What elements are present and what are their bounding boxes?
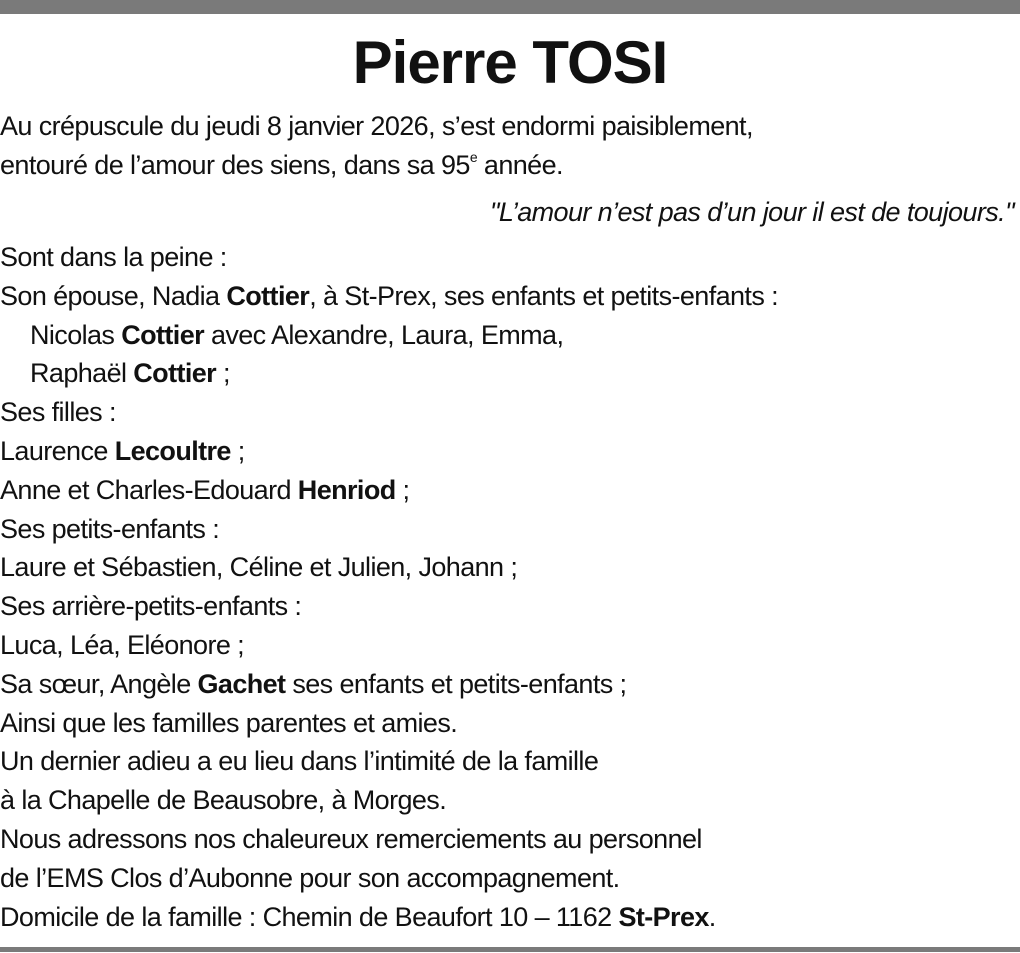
- intro-paragraph: [0, 107, 1020, 185]
- grandchildren-heading: Ses petits-enfants :: [0, 513, 220, 544]
- top-rule: [0, 0, 1020, 14]
- intro-line-1: Au crépuscule du jeudi 8 janvier 2026, s’est endormi paisiblement,: [0, 111, 753, 141]
- laurence-post: ;: [230, 435, 245, 466]
- epigraph-quote: "L’amour n’est pas d’un jour il est de toujours.": [489, 197, 1014, 227]
- nicolas-post: avec Alexandre, Laura, Emma,: [204, 319, 564, 350]
- raphael-pre: Raphaël: [30, 358, 134, 389]
- nicolas-surname: Cottier: [121, 319, 205, 350]
- anne-pre: Anne et Charles-Edouard: [0, 474, 298, 505]
- laurence-surname: Lecoultre: [114, 435, 231, 466]
- raphael-post: ;: [216, 358, 230, 389]
- bottom-rule: [0, 947, 1020, 952]
- spouse-surname: Cottier: [226, 280, 310, 311]
- farewell-line-2: à la Chapelle de Beausobre, à Morges.: [0, 785, 447, 816]
- intro-line-2: [0, 146, 1020, 185]
- sister-post: ses enfants et petits-enfants ;: [285, 668, 627, 699]
- spouse-post: , à St-Prex, ses enfants et petits-enfants :: [309, 280, 779, 311]
- intro-line-2-text: entouré de l’amour des siens, dans sa 95: [0, 149, 470, 180]
- laurence-pre: Laurence: [0, 435, 115, 466]
- raphael-surname: Cottier: [133, 358, 217, 389]
- mourning-heading: Sont dans la peine :: [0, 242, 227, 272]
- daughters-heading: Ses filles :: [0, 397, 116, 428]
- sister-surname: Gachet: [197, 668, 286, 699]
- families-line: Ainsi que les familles parentes et amies.: [0, 707, 458, 738]
- anne-surname: Henriod: [297, 474, 396, 505]
- thanks-line-1: Nous adressons nos chaleureux remerciements au personnel: [0, 823, 702, 854]
- family-list: [0, 238, 1020, 936]
- domicile-line: [0, 898, 1020, 937]
- deceased-name: Pierre TOSI: [352, 29, 668, 96]
- nicolas-pre: Nicolas: [30, 319, 122, 350]
- child-line-nicolas: [0, 316, 1020, 355]
- daughter-line-laurence: [0, 432, 1020, 471]
- ordinal-suffix: e: [469, 148, 477, 165]
- grandchildren-names: Laure et Sébastien, Céline et Julien, Johann ;: [0, 552, 518, 583]
- child-line-raphael: [0, 354, 1020, 393]
- sister-pre: Sa sœur, Angèle: [0, 668, 198, 699]
- daughter-line-anne: [0, 471, 1020, 510]
- sister-line: [0, 665, 1020, 704]
- thanks-line-2: de l’EMS Clos d’Aubonne pour son accompagnement.: [0, 862, 620, 893]
- great-grandchildren-heading: Ses arrière-petits-enfants :: [0, 591, 302, 622]
- spouse-line: [0, 277, 1020, 316]
- intro-line-2-end: année.: [477, 149, 563, 180]
- spouse-pre: Son épouse, Nadia: [0, 280, 227, 311]
- domicile-pre: Domicile de la famille : Chemin de Beaufort 10 – 1162: [0, 901, 619, 932]
- great-grandchildren-names: Luca, Léa, Eléonore ;: [0, 629, 245, 660]
- farewell-line-1: Un dernier adieu a eu lieu dans l’intimité de la famille: [0, 746, 599, 777]
- anne-post: ;: [395, 474, 410, 505]
- domicile-place: St-Prex: [618, 901, 709, 932]
- domicile-post: .: [708, 901, 716, 932]
